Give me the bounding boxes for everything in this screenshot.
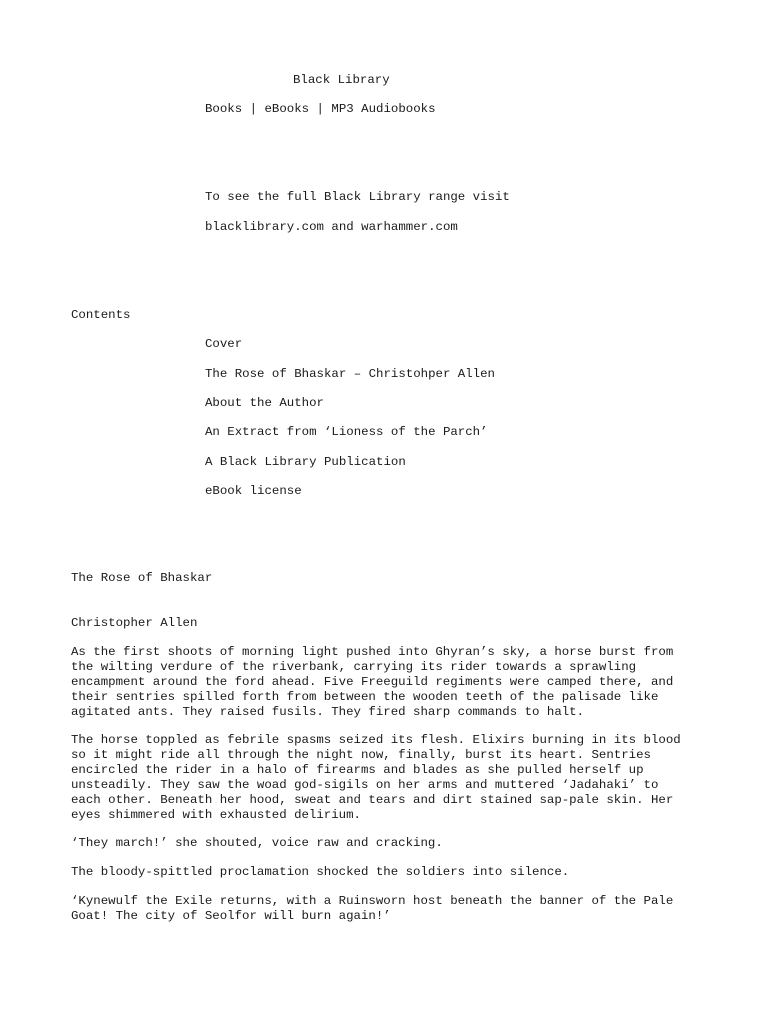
contents-heading: Contents [71, 308, 131, 322]
toc-item-ebook-license[interactable]: eBook license [205, 484, 302, 498]
toc-item-publication[interactable]: A Black Library Publication [205, 455, 406, 469]
story-paragraph: ‘They march!’ she shouted, voice raw and cracking. [71, 836, 443, 850]
story-paragraph: The horse toppled as febrile spasms seized its flesh. Elixirs burning in its blood so it might ride all through the night now, finally, burst its heart. Sentries encircled the rider in a halo of firearms and blades as she pulled herself up unsteadily. They saw the woad god-sigils on her arms and muttered ‘Jadahaki’ to each other. Beneath her hood, sweat and tears and dirt stained sap-pale skin. Her eyes shimmered with exhausted delirium. [71, 733, 681, 822]
visit-line-1: To see the full Black Library range visit [205, 190, 510, 204]
toc-item-rose-of-bhaskar[interactable]: The Rose of Bhaskar – Christohper Allen [205, 367, 495, 381]
story-paragraph: ‘Kynewulf the Exile returns, with a Ruinsworn host beneath the banner of the Pale Goat! The city of Seolfor will burn again!’ [71, 894, 674, 923]
toc-item-about-author[interactable]: About the Author [205, 396, 324, 410]
story-author: Christopher Allen [71, 616, 198, 630]
toc-item-cover[interactable]: Cover [205, 337, 243, 351]
publisher-title: Black Library [293, 73, 390, 87]
formats-line: Books | eBooks | MP3 Audiobooks [205, 102, 436, 116]
story-title: The Rose of Bhaskar [71, 571, 213, 585]
story-paragraph: As the first shoots of morning light pushed into Ghyran’s sky, a horse burst from the wilting verdure of the riverbank, carrying its rider towards a sprawling encampment around the ford ahead. Five Freeguild regiments were camped there, and their sentries spilled forth from between the wooden teeth of the palisade like agitated ants. They raised fusils. They fired sharp commands to halt. [71, 645, 674, 719]
visit-line-2: blacklibrary.com and warhammer.com [205, 220, 458, 234]
toc-item-extract[interactable]: An Extract from ‘Lioness of the Parch’ [205, 425, 488, 439]
story-paragraph: The bloody-spittled proclamation shocked the soldiers into silence. [71, 865, 570, 879]
